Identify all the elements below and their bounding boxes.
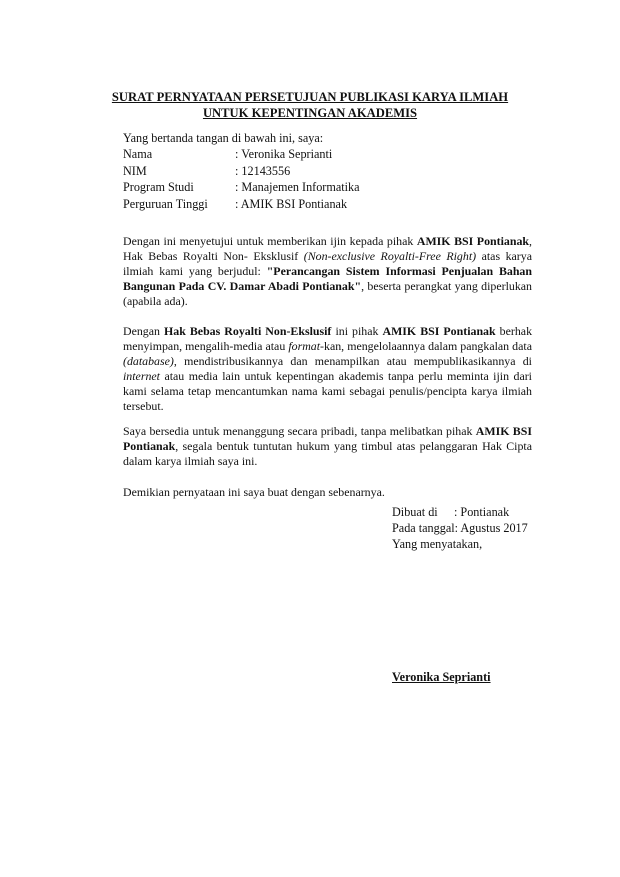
identity-label: Perguruan Tinggi <box>123 196 208 211</box>
paragraph-text: ini pihak <box>331 324 383 338</box>
liability-paragraph <box>123 424 532 469</box>
signature-place-label: Dibuat di <box>392 505 438 519</box>
paragraph-text: , segala bentuk tuntutan hukum yang timbul atas pelanggaran Hak Cipta dalam karya ilmiah saya ini. <box>123 439 532 468</box>
thesis-title: "Perancangan Sistem Informasi Penjualan Bahan Bangunan Pada CV. Damar Abadi Pontianak" <box>123 264 532 293</box>
identity-value: : Veronika Seprianti <box>235 147 333 161</box>
identity-value: : 12143556 <box>235 163 291 178</box>
identity-row-nim <box>123 163 360 180</box>
paragraph-text: , mendistribusikannya dan menampilkan atau mempublikasikannya di <box>173 354 532 368</box>
identity-row-name <box>123 146 360 163</box>
identity-label: Program Studi <box>123 180 194 194</box>
paragraph-text: Saya bersedia untuk menanggung secara pribadi, tanpa melibatkan pihak <box>123 424 476 438</box>
paragraph-text: Dengan <box>123 324 165 338</box>
identity-value: : AMIK BSI Pontianak <box>235 196 348 211</box>
italic-term: (database) <box>123 354 174 368</box>
identity-row-program <box>123 179 360 196</box>
signature-place <box>392 505 509 521</box>
license-term: (Non-exclusive Royalti-Free Right) <box>303 249 477 263</box>
paragraph-text: , beserta perangkat yang diperlukan (apabila ada). <box>123 279 532 308</box>
identity-table <box>123 146 360 212</box>
identity-row-institution <box>123 196 360 213</box>
rights-paragraph <box>123 324 532 414</box>
signature-statement: Yang menyatakan, <box>392 537 483 551</box>
paragraph-text: -kan, mengelolaannya dalam pangkalan data <box>320 339 532 353</box>
paragraph-text: atau media lain untuk kepentingan akademis tanpa perlu meminta ijin dari kami selama tetap mencantumkan nama kami sebagai penulis/pencipta karya ilmiah tersebut. <box>123 369 532 413</box>
institution-name: AMIK BSI Pontianak <box>123 424 532 453</box>
signature-place-value: : Pontianak <box>454 505 510 519</box>
document-title-line-2: UNTUK KEPENTINGAN AKADEMIS <box>202 106 418 120</box>
consent-paragraph <box>123 234 532 309</box>
signature-date: Pada tanggal: Agustus 2017 <box>392 521 528 535</box>
closing-paragraph: Demikian pernyataan ini saya buat dengan sebenarnya. <box>123 485 385 499</box>
identity-value: : Manajemen Informatika <box>235 180 360 194</box>
identity-label: NIM <box>123 163 147 178</box>
identity-label: Nama <box>123 147 153 161</box>
institution-name: AMIK BSI Pontianak <box>416 234 530 248</box>
document-title-line-1: SURAT PERNYATAAN PERSETUJUAN PUBLIKASI KARYA ILMIAH <box>111 90 509 104</box>
paragraph-text: , Hak Bebas Royalti Non- Eksklusif <box>123 234 532 263</box>
intro-text: Yang bertanda tangan di bawah ini, saya: <box>123 131 324 145</box>
paragraph-text: atas karya ilmiah kami yang berjudul: <box>123 249 532 278</box>
institution-name: AMIK BSI Pontianak <box>382 324 496 338</box>
italic-term: format <box>288 339 321 353</box>
signatory-name: Veronika Seprianti <box>392 670 491 684</box>
license-term: Hak Bebas Royalti Non-Ekslusif <box>164 324 332 338</box>
italic-term: internet <box>123 369 160 383</box>
paragraph-text: berhak menyimpan, mengalih-media atau <box>123 324 533 353</box>
paragraph-text: Dengan ini menyetujui untuk memberikan ijin kepada pihak <box>123 234 417 248</box>
